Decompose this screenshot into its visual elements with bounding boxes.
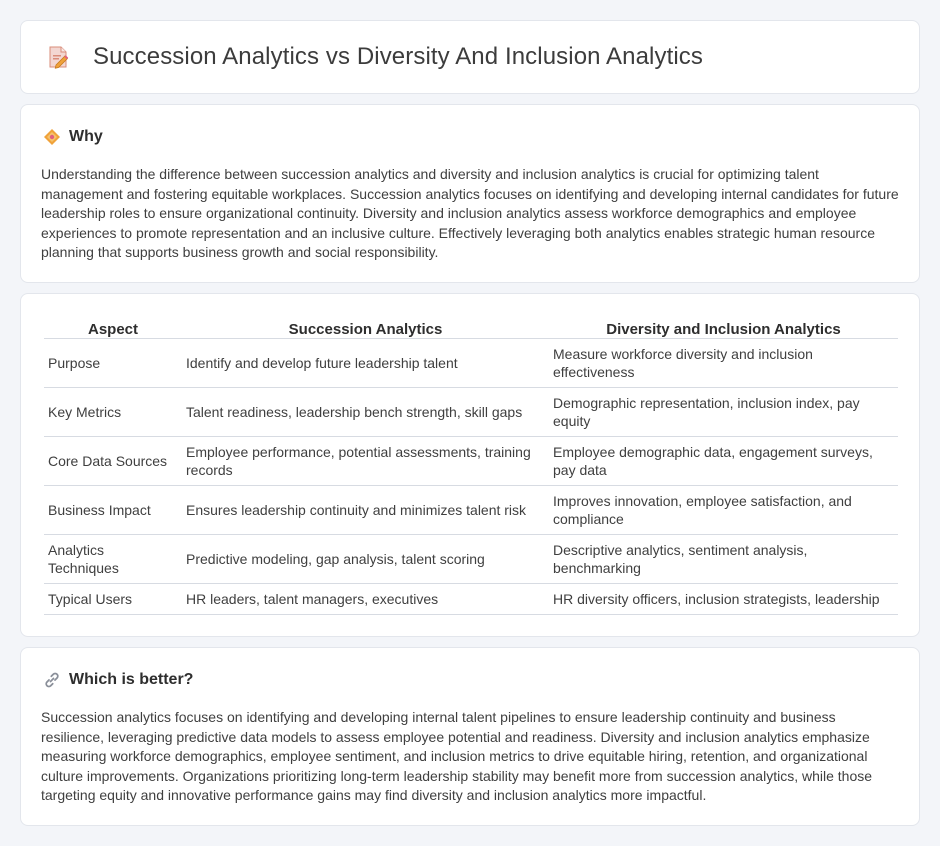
table-header-row: [44, 316, 898, 338]
why-heading: Why: [69, 128, 103, 145]
header-succession: Succession Analytics: [182, 316, 549, 338]
row-succession: Talent readiness, leadership bench strength, skill gaps: [182, 387, 549, 436]
row-succession: Predictive modeling, gap analysis, talent scoring: [182, 534, 549, 583]
row-aspect: Core Data Sources: [44, 436, 182, 485]
why-section: [20, 104, 920, 283]
row-aspect: Purpose: [44, 338, 182, 387]
row-aspect: Analytics Techniques: [44, 534, 182, 583]
table-row: [44, 534, 898, 583]
row-diversity: Demographic representation, inclusion index, pay equity: [549, 387, 898, 436]
row-diversity: HR diversity officers, inclusion strategists, leadership: [549, 583, 898, 614]
row-succession: Ensures leadership continuity and minimizes talent risk: [182, 485, 549, 534]
table-row: [44, 583, 898, 614]
comparison-section: [20, 293, 920, 637]
row-aspect: Business Impact: [44, 485, 182, 534]
header-diversity: Diversity and Inclusion Analytics: [549, 316, 898, 338]
table-row: [44, 485, 898, 534]
row-succession: Identify and develop future leadership talent: [182, 338, 549, 387]
diamond-icon: [43, 128, 61, 146]
link-icon: [43, 671, 61, 689]
comparison-table: [44, 316, 898, 615]
title-card: [20, 20, 920, 94]
row-succession: HR leaders, talent managers, executives: [182, 583, 549, 614]
why-body: Understanding the difference between succession analytics and diversity and inclusion analytics is crucial for optimizing talent management and fostering equitable workplaces. Succession analytics focuses on identifying and developing internal candidates for future leadership roles to ensure organizational continuity. Diversity and inclusion analytics assess workforce demographics and employee experiences to promote representation and an inclusive culture. Effectively leveraging both analytics enables strategic human resource planning that supports business growth and social responsibility.: [41, 166, 899, 261]
row-diversity: Descriptive analytics, sentiment analysis, benchmarking: [549, 534, 898, 583]
table-row: [44, 436, 898, 485]
row-diversity: Measure workforce diversity and inclusion effectiveness: [549, 338, 898, 387]
better-heading: Which is better?: [69, 671, 194, 688]
row-succession: Employee performance, potential assessments, training records: [182, 436, 549, 485]
header-aspect: Aspect: [44, 316, 182, 338]
table-row: [44, 338, 898, 387]
row-diversity: Employee demographic data, engagement surveys, pay data: [549, 436, 898, 485]
row-aspect: Key Metrics: [44, 387, 182, 436]
document-pencil-icon: [45, 44, 71, 70]
row-diversity: Improves innovation, employee satisfaction, and compliance: [549, 485, 898, 534]
page-title: Succession Analytics vs Diversity And Inclusion Analytics: [93, 43, 703, 70]
table-row: [44, 387, 898, 436]
better-body: Succession analytics focuses on identifying and developing internal talent pipelines to ensure leadership continuity and business resilience, leveraging predictive data models to assess employee potential and readiness. Diversity and inclusion analytics emphasize measuring workforce demographics, employee sentiment, and inclusion metrics to drive equitable hiring, retention, and organizational culture improvements. Organizations prioritizing long-term leadership stability may benefit more from succession analytics, while those targeting equity and innovative performance gains may find diversity and inclusion analytics more impactful.: [41, 709, 873, 804]
row-aspect: Typical Users: [44, 583, 182, 614]
which-is-better-section: [20, 647, 920, 826]
